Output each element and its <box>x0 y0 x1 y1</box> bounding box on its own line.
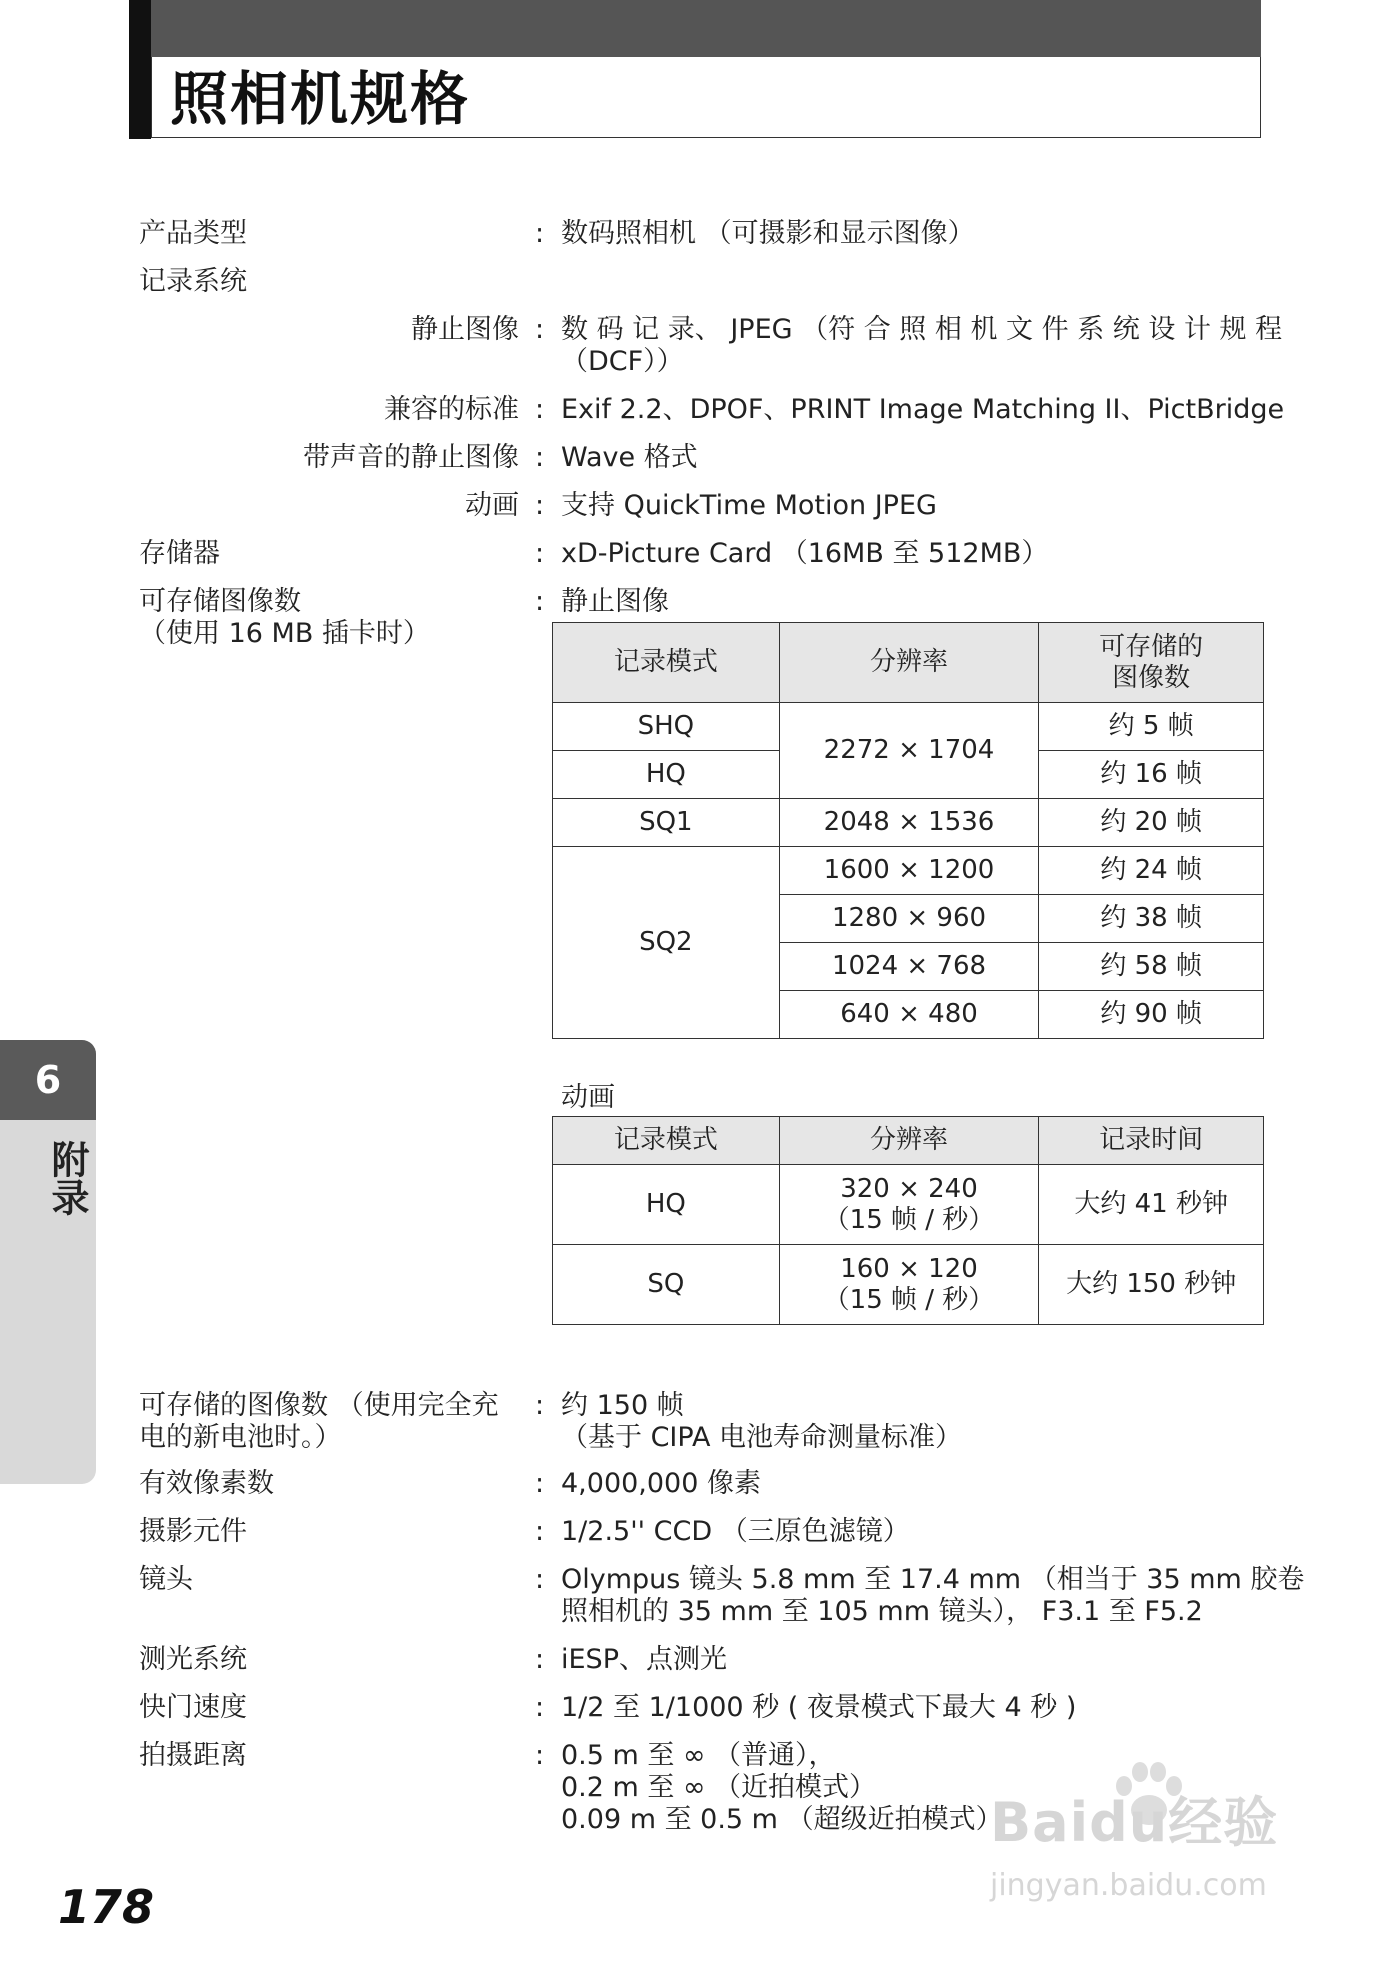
header-cell: 分辨率 <box>779 623 1039 703</box>
spec-colon: : <box>535 538 545 569</box>
still-image-table <box>552 622 1264 1039</box>
spec-value-movie: 支持 QuickTime Motion JPEG <box>561 490 937 521</box>
table-row <box>553 847 1264 895</box>
table-header-row <box>553 1117 1264 1165</box>
movie-table <box>552 1116 1264 1325</box>
spec-colon: : <box>535 586 545 617</box>
table-cell: 约 90 帧 <box>1039 991 1264 1039</box>
spec-colon: : <box>535 1740 545 1771</box>
spec-label-movie: 动画 <box>465 490 519 521</box>
spec-label-pixels: 有效像素数 <box>139 1468 274 1499</box>
table-row <box>553 799 1264 847</box>
spec-label-record-system: 记录系统 <box>139 266 247 297</box>
chapter-label: 附录 <box>45 1140 89 1216</box>
spec-value-audio-still: Wave 格式 <box>561 442 698 473</box>
spec-colon: : <box>535 1390 545 1421</box>
table-row <box>553 703 1264 751</box>
table-row <box>553 1165 1264 1245</box>
spec-label-standards: 兼容的标准 <box>384 394 519 425</box>
page-number: 178 <box>58 1880 155 1934</box>
spec-colon: : <box>535 1516 545 1547</box>
table-header-row <box>553 623 1264 703</box>
spec-value-lens: Olympus 镜头 5.8 mm 至 17.4 mm （相当于 35 mm 胶卷 <box>561 1564 1305 1595</box>
spec-label-still-image: 静止图像 <box>411 314 519 345</box>
spec-label-storable-count-2: （使用 16 MB 插卡时） <box>139 618 430 649</box>
spec-colon: : <box>535 218 545 249</box>
table-cell: 2272 × 1704 <box>779 703 1039 799</box>
table-cell: 约 38 帧 <box>1039 895 1264 943</box>
table-cell: 大约 150 秒钟 <box>1039 1245 1264 1325</box>
table-cell: 1600 × 1200 <box>779 847 1039 895</box>
table-cell: SHQ <box>553 703 780 751</box>
spec-value-pixels: 4,000,000 像素 <box>561 1468 761 1499</box>
header-band <box>151 0 1261 57</box>
spec-colon: : <box>535 1644 545 1675</box>
spec-label-battery-count: 可存储的图像数 （使用完全充 <box>139 1390 499 1421</box>
spec-label-distance: 拍摄距离 <box>139 1740 247 1771</box>
header-cell <box>1039 623 1264 703</box>
table-cell: 约 24 帧 <box>1039 847 1264 895</box>
table-cell: SQ1 <box>553 799 780 847</box>
spec-value-still-caption: 静止图像 <box>561 586 669 617</box>
spec-label-storable-count: 可存储图像数 <box>139 586 301 617</box>
spec-value-sensor: 1/2.5'' CCD （三原色滤镜） <box>561 1516 910 1547</box>
spec-value-battery-count: 约 150 帧 <box>561 1390 684 1421</box>
header-cell: 记录时间 <box>1039 1117 1264 1165</box>
spec-label-metering: 测光系统 <box>139 1644 247 1675</box>
table-cell <box>779 1245 1039 1325</box>
spec-colon: : <box>535 1692 545 1723</box>
spec-value-still-image: 数 码 记 录、 JPEG （符 合 照 相 机 文 件 系 统 设 计 规 程 <box>561 314 1283 345</box>
page-title: 照相机规格 <box>170 65 471 133</box>
table-cell <box>779 1165 1039 1245</box>
spec-colon: : <box>535 442 545 473</box>
spec-label-shutter: 快门速度 <box>139 1692 247 1723</box>
table-cell-line: （15 帧 / 秒） <box>823 1204 995 1235</box>
spec-value-product-type: 数码照相机 （可摄影和显示图像） <box>561 218 975 249</box>
spec-value-standards: Exif 2.2、DPOF、PRINT Image Matching II、PictBridge <box>561 394 1285 425</box>
table-row <box>553 1245 1264 1325</box>
spec-colon: : <box>535 1564 545 1595</box>
header-cell: 记录模式 <box>553 1117 780 1165</box>
table-cell: HQ <box>553 1165 780 1245</box>
spec-value-distance-3: 0.09 m 至 0.5 m （超级近拍模式） <box>561 1804 1003 1835</box>
spec-value-distance-2: 0.2 m 至 ∞ （近拍模式） <box>561 1772 877 1803</box>
table-cell: 约 20 帧 <box>1039 799 1264 847</box>
spec-label-product-type: 产品类型 <box>139 218 247 249</box>
spec-value-distance: 0.5 m 至 ∞ （普通）， <box>561 1740 836 1771</box>
watermark-url: jingyan.baidu.com <box>990 1868 1267 1903</box>
table-cell: 640 × 480 <box>779 991 1039 1039</box>
spec-colon: : <box>535 314 545 345</box>
chapter-number: 6 <box>0 1040 96 1120</box>
spec-value-lens-2: 照相机的 35 mm 至 105 mm 镜头）， F3.1 至 F5.2 <box>561 1596 1203 1627</box>
table-cell: SQ2 <box>553 847 780 1039</box>
spec-value-shutter: 1/2 至 1/1000 秒 ( 夜景模式下最大 4 秒 ) <box>561 1692 1077 1723</box>
table-cell-line: （15 帧 / 秒） <box>823 1284 995 1315</box>
table-cell: 约 5 帧 <box>1039 703 1264 751</box>
header-accent-bar <box>129 0 151 139</box>
header-cell: 记录模式 <box>553 623 780 703</box>
spec-label-battery-count-2: 电的新电池时。） <box>139 1422 342 1453</box>
header-cell: 分辨率 <box>779 1117 1039 1165</box>
table-cell: 2048 × 1536 <box>779 799 1039 847</box>
table-cell: HQ <box>553 751 780 799</box>
header-cell-line: 图像数 <box>1112 662 1191 693</box>
header-cell-line: 可存储的 <box>1099 631 1204 662</box>
table-cell: 约 16 帧 <box>1039 751 1264 799</box>
spec-label-audio-still: 带声音的静止图像 <box>303 442 519 473</box>
spec-colon: : <box>535 394 545 425</box>
movie-table-caption: 动画 <box>561 1082 615 1113</box>
watermark-logo: Baidu经验 <box>990 1791 1279 1854</box>
spec-label-storage: 存储器 <box>139 538 220 569</box>
table-cell-line: 320 × 240 <box>840 1173 978 1204</box>
spec-colon: : <box>535 490 545 521</box>
spec-value-storage: xD-Picture Card （16MB 至 512MB） <box>561 538 1049 569</box>
table-cell: 大约 41 秒钟 <box>1039 1165 1264 1245</box>
spec-label-lens: 镜头 <box>139 1564 193 1595</box>
spec-label-sensor: 摄影元件 <box>139 1516 247 1547</box>
table-cell-line: 160 × 120 <box>840 1253 978 1284</box>
table-cell: 1024 × 768 <box>779 943 1039 991</box>
table-cell: 约 58 帧 <box>1039 943 1264 991</box>
spec-value-metering: iESP、点测光 <box>561 1644 727 1675</box>
table-cell: SQ <box>553 1245 780 1325</box>
spec-colon: : <box>535 1468 545 1499</box>
spec-value-battery-count-2: （基于 CIPA 电池寿命测量标准） <box>561 1422 963 1453</box>
spec-value-still-image-2: （DCF）） <box>561 346 684 377</box>
table-cell: 1280 × 960 <box>779 895 1039 943</box>
